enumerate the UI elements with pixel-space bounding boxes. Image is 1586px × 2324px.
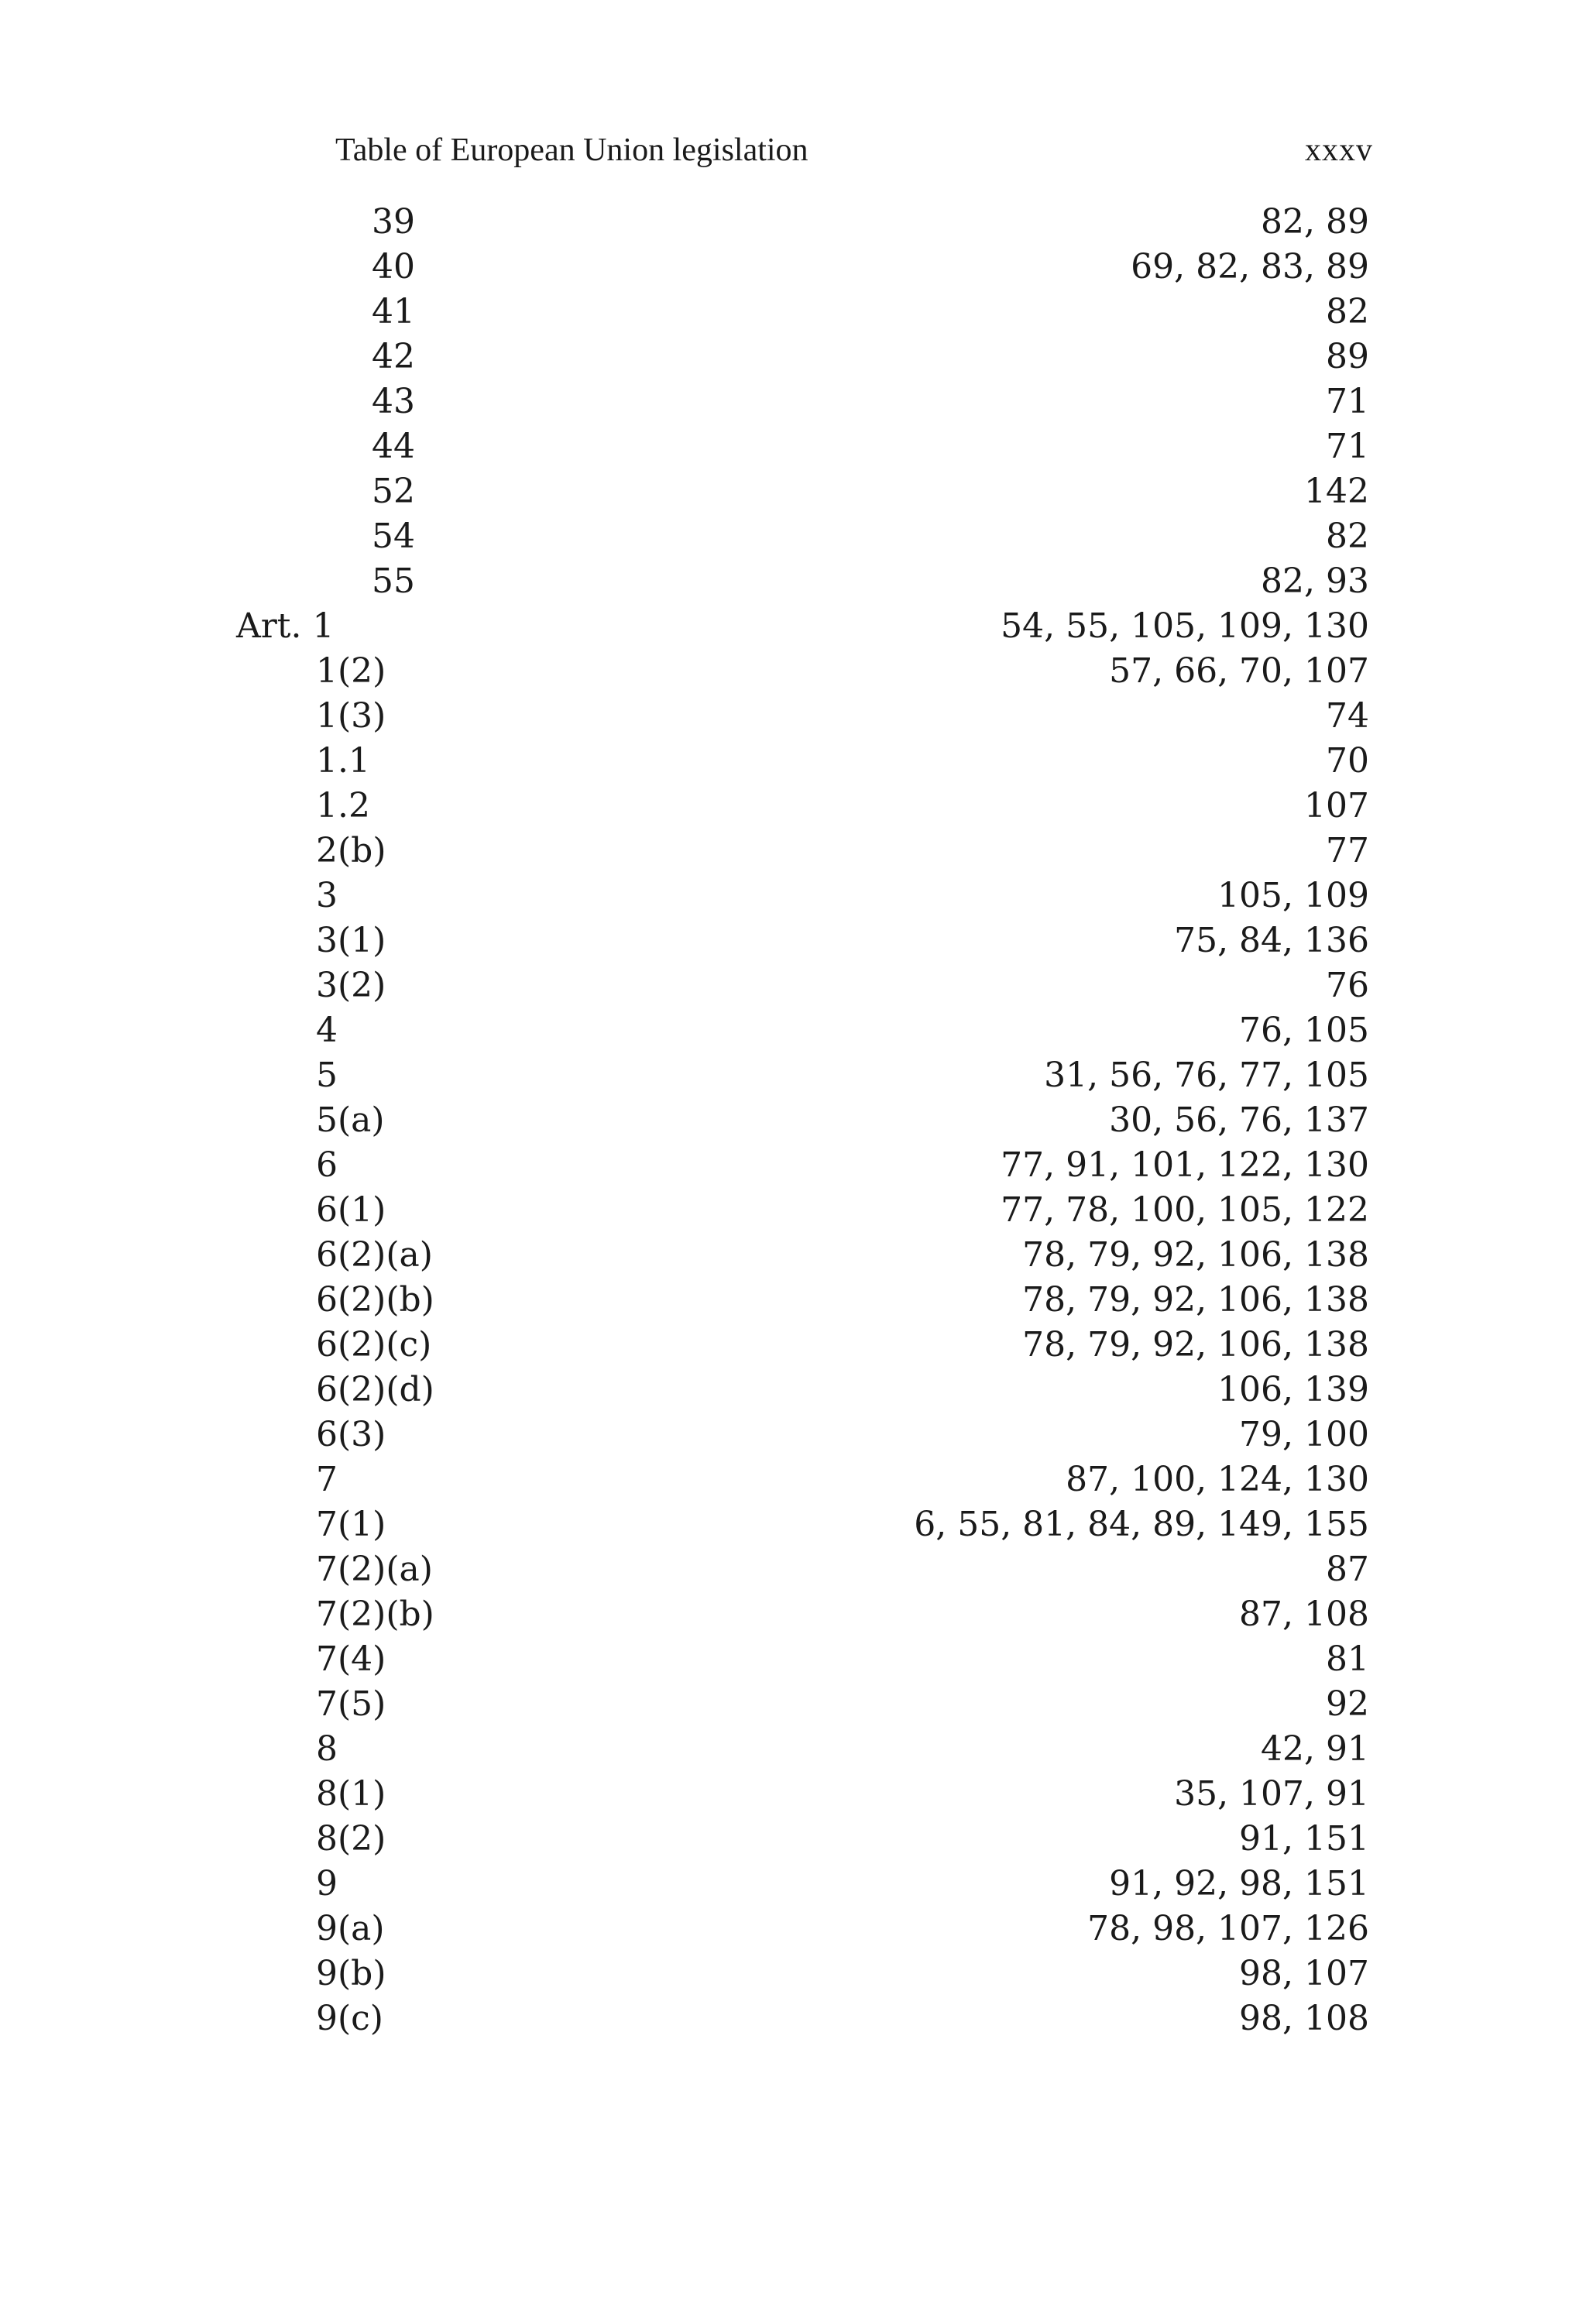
page-references: 71 xyxy=(1326,427,1369,466)
page-references: 98, 107 xyxy=(1239,1954,1369,1993)
article-reference: 4 xyxy=(316,1011,338,1050)
page-references: 77, 78, 100, 105, 122 xyxy=(1001,1190,1369,1230)
page-references: 82 xyxy=(1326,292,1369,331)
table-row xyxy=(0,1008,1586,1053)
table-row xyxy=(0,918,1586,963)
page-references: 91, 151 xyxy=(1239,1819,1369,1859)
article-reference: 9 xyxy=(316,1864,338,1903)
page-number: xxxv xyxy=(1305,132,1373,168)
table-row xyxy=(0,1682,1586,1727)
table-row xyxy=(0,1502,1586,1547)
article-reference: 3(1) xyxy=(316,921,386,960)
table-row xyxy=(0,1457,1586,1502)
page-references: 82 xyxy=(1326,517,1369,556)
table-row xyxy=(0,739,1586,784)
article-reference: 2(b) xyxy=(316,831,386,870)
article-reference: 43 xyxy=(372,382,415,421)
table-row xyxy=(0,1143,1586,1188)
page-references: 79, 100 xyxy=(1239,1415,1369,1454)
page-references: 82, 89 xyxy=(1261,202,1369,242)
article-reference: 9(c) xyxy=(316,1999,383,2038)
article-reference: 7 xyxy=(316,1460,338,1499)
table-row xyxy=(0,290,1586,335)
page-references: 78, 98, 107, 126 xyxy=(1087,1909,1369,1948)
article-reference: 55 xyxy=(372,561,415,601)
article-reference: 40 xyxy=(372,247,415,287)
page-references: 42, 91 xyxy=(1261,1729,1369,1769)
legislation-table xyxy=(0,200,1586,2041)
article-reference: 6 xyxy=(316,1145,338,1185)
table-row xyxy=(0,1862,1586,1907)
table-row xyxy=(0,1637,1586,1682)
page-references: 71 xyxy=(1326,382,1369,421)
article-reference: 8 xyxy=(316,1729,338,1769)
page-references: 78, 79, 92, 106, 138 xyxy=(1022,1325,1369,1365)
page-references: 31, 56, 76, 77, 105 xyxy=(1044,1056,1369,1095)
table-row xyxy=(0,1996,1586,2041)
running-head xyxy=(335,129,1373,172)
table-row xyxy=(0,1592,1586,1637)
table-row xyxy=(0,1053,1586,1098)
page-title: Table of European Union legislation xyxy=(335,132,808,168)
page-references: 74 xyxy=(1326,696,1369,736)
page-references: 87, 108 xyxy=(1239,1595,1369,1634)
article-reference: 6(2)(a) xyxy=(316,1235,433,1275)
article-reference: 6(2)(b) xyxy=(316,1280,434,1320)
article-reference: 1(3) xyxy=(316,696,386,736)
article-reference: 8(2) xyxy=(316,1819,386,1859)
page-references: 35, 107, 91 xyxy=(1174,1774,1369,1814)
table-row xyxy=(0,1098,1586,1143)
table-row xyxy=(0,1727,1586,1772)
table-row xyxy=(0,469,1586,514)
table-row xyxy=(0,1278,1586,1323)
page-references: 76 xyxy=(1326,966,1369,1005)
page-references: 87, 100, 124, 130 xyxy=(1066,1460,1369,1499)
table-row xyxy=(0,963,1586,1008)
article-reference: 1.1 xyxy=(316,741,370,781)
article-reference: 3(2) xyxy=(316,966,386,1005)
table-row xyxy=(0,1188,1586,1233)
article-reference: 9(b) xyxy=(316,1954,386,1993)
page-references: 105, 109 xyxy=(1217,876,1369,915)
article-reference: 6(1) xyxy=(316,1190,386,1230)
article-reference: 44 xyxy=(372,427,415,466)
page-references: 77, 91, 101, 122, 130 xyxy=(1001,1145,1369,1185)
page-references: 89 xyxy=(1326,337,1369,376)
article-reference: 7(2)(b) xyxy=(316,1595,434,1634)
article-reference: 39 xyxy=(372,202,415,242)
page-references: 69, 82, 83, 89 xyxy=(1131,247,1369,287)
table-row xyxy=(0,1547,1586,1592)
page-references: 6, 55, 81, 84, 89, 149, 155 xyxy=(914,1505,1369,1544)
table-row xyxy=(0,1817,1586,1862)
table-row xyxy=(0,245,1586,290)
table-row xyxy=(0,1952,1586,1996)
article-reference: 41 xyxy=(372,292,415,331)
table-row xyxy=(0,514,1586,559)
article-reference: 7(2)(a) xyxy=(316,1550,433,1589)
table-row xyxy=(0,694,1586,739)
table-row xyxy=(0,604,1586,649)
page-references: 87 xyxy=(1326,1550,1369,1589)
table-row xyxy=(0,1323,1586,1368)
article-reference: 7(5) xyxy=(316,1684,386,1724)
page-references: 78, 79, 92, 106, 138 xyxy=(1022,1280,1369,1320)
page-references: 77 xyxy=(1326,831,1369,870)
page-references: 107 xyxy=(1304,786,1369,826)
page-references: 75, 84, 136 xyxy=(1174,921,1369,960)
table-row xyxy=(0,559,1586,604)
article-reference: 1.2 xyxy=(316,786,370,826)
article-reference: Art. 1 xyxy=(236,606,335,646)
table-row xyxy=(0,874,1586,918)
table-row xyxy=(0,784,1586,829)
table-row xyxy=(0,1413,1586,1457)
article-reference: 7(4) xyxy=(316,1639,386,1679)
table-row xyxy=(0,649,1586,694)
table-row xyxy=(0,1233,1586,1278)
page-references: 106, 139 xyxy=(1217,1370,1369,1409)
article-reference: 6(2)(d) xyxy=(316,1370,434,1409)
table-row xyxy=(0,1907,1586,1952)
page-references: 78, 79, 92, 106, 138 xyxy=(1022,1235,1369,1275)
article-reference: 6(3) xyxy=(316,1415,386,1454)
page-references: 98, 108 xyxy=(1239,1999,1369,2038)
page-references: 82, 93 xyxy=(1261,561,1369,601)
page-references: 142 xyxy=(1304,472,1369,511)
page-references: 81 xyxy=(1326,1639,1369,1679)
page-references: 92 xyxy=(1326,1684,1369,1724)
article-reference: 6(2)(c) xyxy=(316,1325,432,1365)
table-row xyxy=(0,1772,1586,1817)
table-row xyxy=(0,200,1586,245)
page-references: 70 xyxy=(1326,741,1369,781)
page-references: 57, 66, 70, 107 xyxy=(1109,651,1369,691)
article-reference: 54 xyxy=(372,517,415,556)
article-reference: 42 xyxy=(372,337,415,376)
article-reference: 52 xyxy=(372,472,415,511)
article-reference: 5 xyxy=(316,1056,338,1095)
table-row xyxy=(0,829,1586,874)
article-reference: 1(2) xyxy=(316,651,386,691)
page-references: 54, 55, 105, 109, 130 xyxy=(1001,606,1369,646)
table-row xyxy=(0,424,1586,469)
article-reference: 5(a) xyxy=(316,1100,385,1140)
article-reference: 3 xyxy=(316,876,338,915)
table-row xyxy=(0,379,1586,424)
article-reference: 9(a) xyxy=(316,1909,385,1948)
page-references: 76, 105 xyxy=(1239,1011,1369,1050)
table-row xyxy=(0,1368,1586,1413)
page-references: 91, 92, 98, 151 xyxy=(1109,1864,1369,1903)
article-reference: 8(1) xyxy=(316,1774,386,1814)
article-reference: 7(1) xyxy=(316,1505,386,1544)
table-row xyxy=(0,335,1586,379)
page-references: 30, 56, 76, 137 xyxy=(1109,1100,1369,1140)
